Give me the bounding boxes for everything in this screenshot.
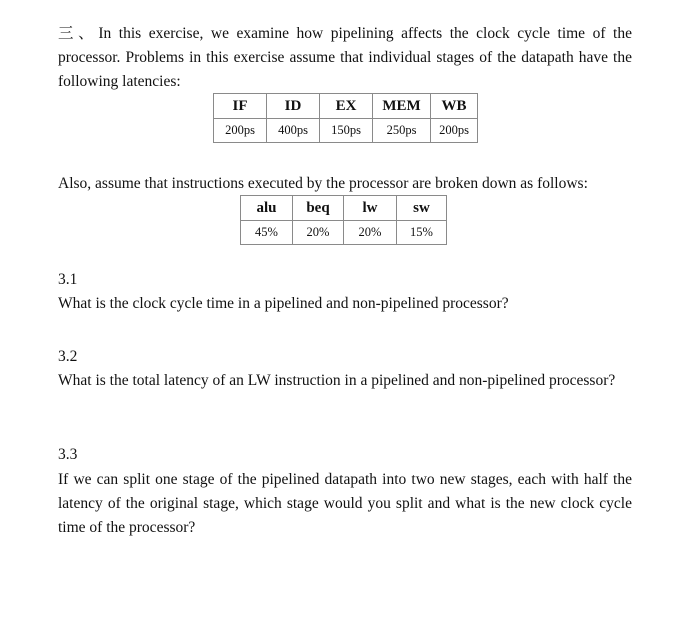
table-header-cell: MEM bbox=[373, 94, 431, 119]
table-header-row bbox=[241, 196, 447, 221]
table-cell: 200ps bbox=[431, 119, 478, 143]
stage-latency-table bbox=[213, 93, 478, 143]
table-header-cell: IF bbox=[214, 94, 267, 119]
question-number: 3.1 bbox=[58, 271, 78, 288]
table-header-cell: beq bbox=[293, 196, 344, 221]
intro-paragraph bbox=[58, 22, 632, 94]
table-cell: 20% bbox=[293, 221, 344, 245]
table-header-cell: lw bbox=[344, 196, 397, 221]
also-paragraph: Also, assume that instructions executed by the processor are broken down as follows: bbox=[58, 175, 588, 192]
table-header-cell: sw bbox=[397, 196, 447, 221]
table-cell: 250ps bbox=[373, 119, 431, 143]
table-cell: 200ps bbox=[214, 119, 267, 143]
instruction-mix-table bbox=[240, 195, 447, 245]
table-row bbox=[214, 119, 478, 143]
table-cell: 45% bbox=[241, 221, 293, 245]
table-cell: 15% bbox=[397, 221, 447, 245]
table-cell: 20% bbox=[344, 221, 397, 245]
question-text: What is the total latency of an LW instruction in a pipelined and non-pipelined processor? bbox=[58, 372, 616, 389]
table-header-cell: WB bbox=[431, 94, 478, 119]
question-number: 3.2 bbox=[58, 348, 78, 365]
table-header-cell: EX bbox=[320, 94, 373, 119]
table-row bbox=[241, 221, 447, 245]
table-header-cell: ID bbox=[267, 94, 320, 119]
table-header-cell: alu bbox=[241, 196, 293, 221]
intro-text: In this exercise, we examine how pipelining affects the clock cycle time of the processor. Problems in this exercise assume that individual stages of the datapath have the following latencies: bbox=[58, 25, 632, 90]
section-marker: 三、 bbox=[58, 25, 99, 42]
question-number: 3.3 bbox=[58, 446, 78, 463]
table-cell: 400ps bbox=[267, 119, 320, 143]
question-text: If we can split one stage of the pipelined datapath into two new stages, each with half the latency of the original stage, which stage would you split and what is the new clock cycle time of the processor? bbox=[58, 471, 632, 536]
table-header-row bbox=[214, 94, 478, 119]
question-text: What is the clock cycle time in a pipelined and non-pipelined processor? bbox=[58, 295, 509, 312]
table-cell: 150ps bbox=[320, 119, 373, 143]
